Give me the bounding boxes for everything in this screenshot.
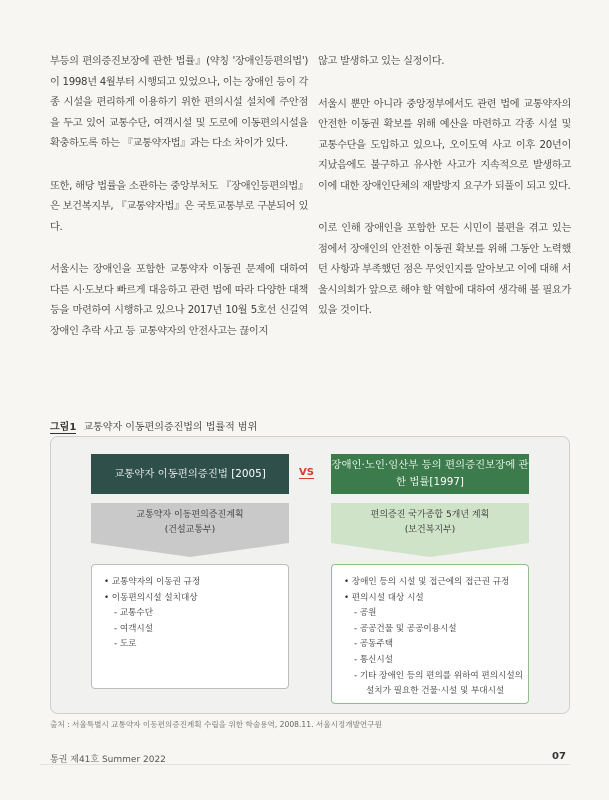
list-item: - 공동주택 (354, 639, 394, 650)
body-column-right (318, 52, 571, 344)
page-number: 07 (552, 751, 566, 762)
left-plan-box (91, 503, 289, 543)
right-plan-title: 편의증진 국가종합 5개년 계획 (370, 510, 490, 520)
left-plan-ministry: (건설교통부) (164, 525, 216, 535)
vs-label: VS (299, 467, 314, 478)
right-plan-ministry: (보건복지부) (404, 525, 456, 535)
paragraph: 또한, 해당 법률을 소관하는 중앙부처도 『장애인등편의법』은 보건복지부, 『교통약자법』은 국토교통부로 구분되어 있다. (50, 180, 308, 233)
left-arrow-shape (91, 543, 289, 557)
right-law-header: 장애인·노인·임산부 등의 편의증진보장에 관한 법률[1997] (331, 454, 529, 494)
issue-label: 통권 제41호 Summer 2022 (50, 755, 166, 765)
figure-title: 교통약자 이동편의증진법의 법률적 범위 (83, 422, 258, 433)
list-item: • 교통약자의 이동권 규정 (104, 577, 201, 587)
figure-diagram (50, 436, 570, 714)
list-item: - 도로 (114, 639, 137, 650)
left-scope-list (91, 564, 289, 689)
left-law-header: 교통약자 이동편의증진법 [2005] (91, 454, 289, 494)
paragraph: 서울시는 장애인을 포함한 교통약자 이동권 문제에 대하여 다른 시·도보다 빠르게 대응하고 관련 법에 따라 다양한 대책 등을 마련하여 시행하고 있으나 2017년 10월 5호선 신길역 장애인 추락 사고 등 교통약자의 안전사고는 끊이지 (50, 264, 308, 337)
list-item: - 기타 장애인 등의 편의를 위하여 편의시설의 (354, 670, 523, 681)
list-item: - 통신시설 (354, 654, 394, 665)
list-item: - 공원 (354, 608, 377, 619)
right-plan-box (331, 503, 529, 543)
list-item: - 여객시설 (114, 623, 154, 634)
figure-number: 그림1 (50, 422, 77, 433)
figure-caption (50, 418, 257, 433)
list-item: • 장애인 등의 시설 및 접근에의 접근권 규정 (344, 577, 510, 587)
left-plan-title: 교통약자 이동편의증진계획 (136, 510, 244, 520)
right-scope-list (331, 564, 529, 704)
list-item: • 이동편의시설 설치대상 (104, 592, 198, 603)
figure-source: 출처 : 서울특별시 교통약자 이동편의증진계획 수립을 위한 학술용역, 2008.11. 서울시정개발연구원 (50, 720, 382, 729)
list-item: - 공공건물 및 공공이용시설 (354, 623, 457, 634)
paragraph: 않고 발생하고 있는 실정이다. (318, 56, 445, 67)
body-column-left (50, 52, 308, 364)
paragraph: 서울시 뿐만 아니라 중앙정부에서도 관련 법에 교통약자의 안전한 이동권 확보를 위해 예산을 마련하고 각종 시설 및 교통수단을 도입하고 있으나, 오이도역 사고 이후 20년이 지났음에도 불구하고 유사한 사고가 지속적으로 발생하고 이에 대한 장애인단체의 재발방지 요구가 되풀이 되고 있다. (318, 98, 571, 192)
list-item: • 편의시설 대상 시설 (344, 592, 424, 603)
list-item: - 교통수단 (114, 608, 154, 619)
right-arrow-shape (331, 543, 529, 557)
paragraph: 부등의 편의증진보장에 관한 법률』(약칭 '장애인등편의법') 이 1998년 4월부터 시행되고 있었으나, 이는 장애인 등이 각종 시설을 편리하게 이용하기 위한 편의시설 설치에 주안점을 두고 있어 교통수단, 여객시설 및 도로에 이동편의시설을 확충하도록 하는 『교통약자법』과는 다소 차이가 있다. (50, 56, 308, 149)
paragraph: 이로 인해 장애인을 포함한 모든 시민이 불편을 겪고 있는 점에서 장애인의 안전한 이동권 확보를 위해 그동안 노력했던 사항과 부족했던 점은 무엇인지를 알아보고 이에 대해 서울시의회가 앞으로 해야 할 역할에 대하여 생각해 볼 필요가 있을 것이다. (318, 223, 571, 316)
list-item: 설치가 필요한 건물·시설 및 부대시설 (366, 686, 505, 697)
